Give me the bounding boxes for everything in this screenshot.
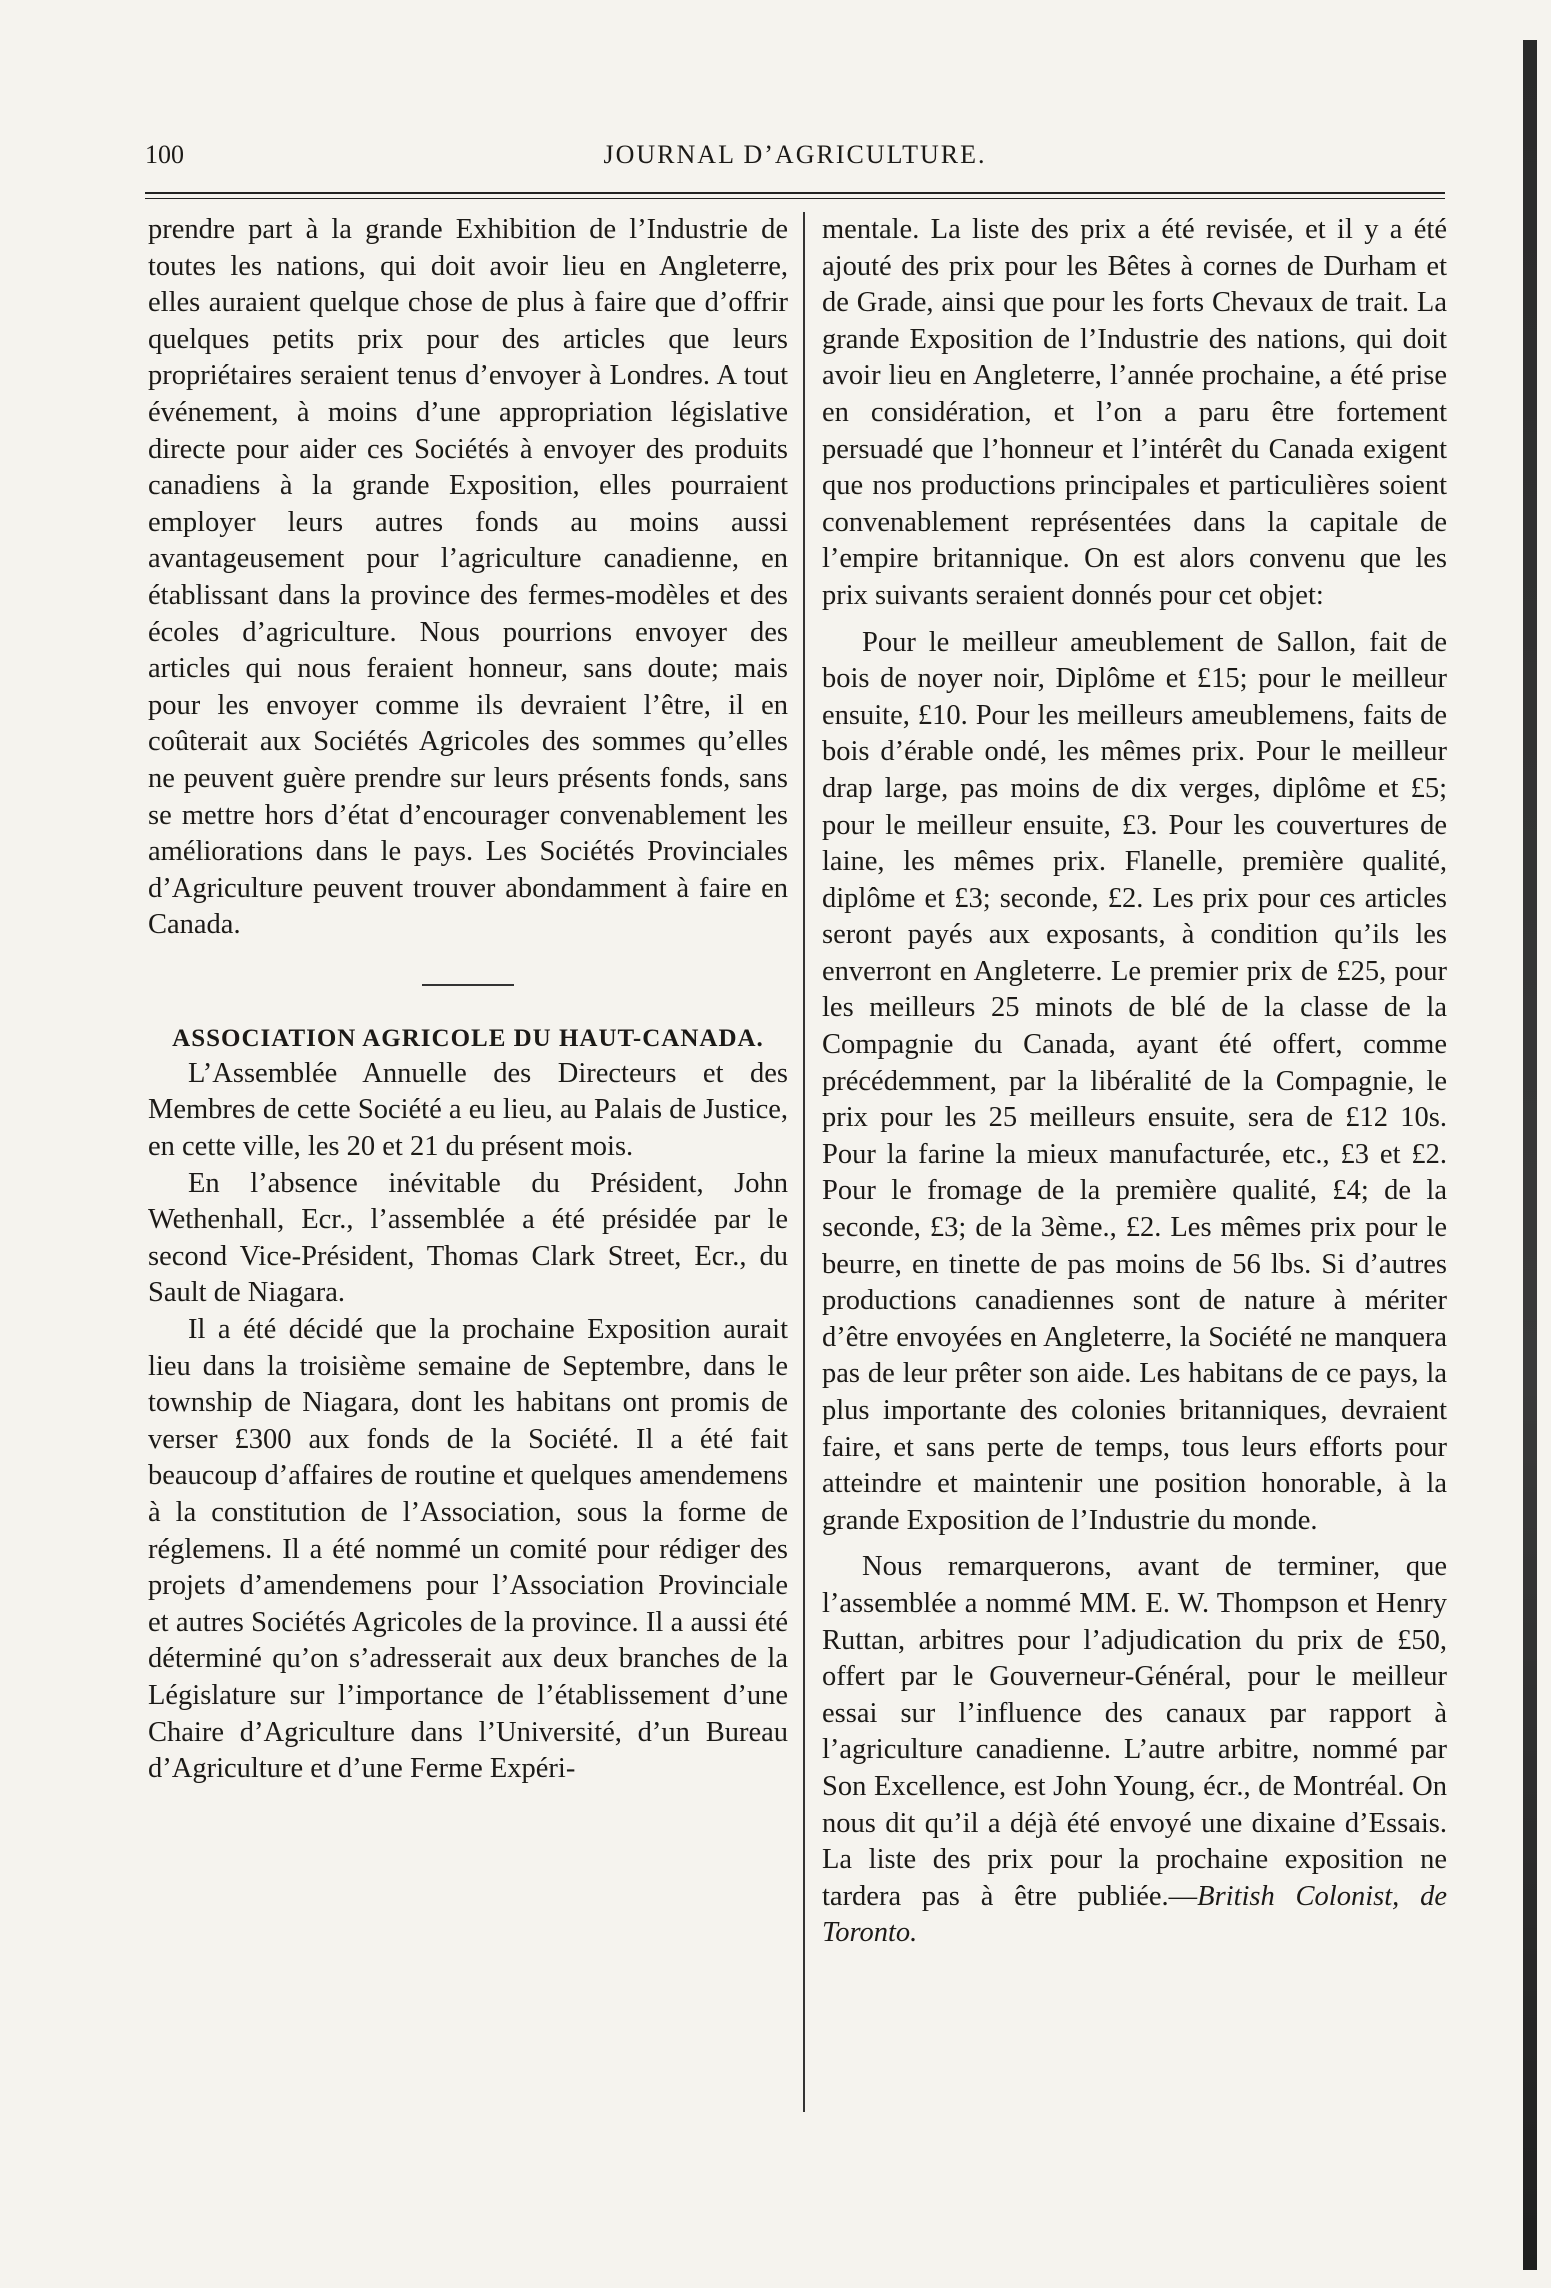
left-paragraph-4: Il a été décidé que la prochaine Exposition aurait lieu dans la troisième semaine de Septembre, dans le township de Niagara, dont les habitans ont promis de verser £300 aux fonds de la Société. Il a été fait beaucoup d’affaires de routine et quelques amendemens à la constitution de l’Association, sous la forme de réglemens. Il a été nommé un comité pour rédiger des projets d’amendemens pour l’Association Provinciale et autres Sociétés Agricoles de la province. Il a aussi été déterminé qu’on s’adresserait aux deux branches de la Législature sur l’importance de l’établissement d’une Chaire d’Agriculture dans l’Université, d’un Bureau d’Agriculture et d’une Ferme Expéri- xyxy=(148,1314,788,1785)
page-header xyxy=(145,140,1445,184)
column-divider xyxy=(803,212,805,2112)
right-column xyxy=(822,212,1447,1952)
running-title: JOURNAL D’AGRICULTURE. xyxy=(603,140,987,169)
section-heading: ASSOCIATION AGRICOLE DU HAUT-CANADA. xyxy=(172,1024,764,1052)
right-paragraph-1: mentale. La liste des prix a été revisée, et il y a été ajouté des prix pour les Bêtes à cornes de Durham et de Grade, ainsi que pour les forts Chevaux de trait. La grande Exposition de l’Industrie des nations, qui doit avoir lieu en Angleterre, l’année prochaine, a été prise en considération, et l’on a paru être fortement persuadé que l’honneur et l’intérêt du Canada exigent que nos productions principales et particulières soient convenablement représentées dans la capitale de l’empire britannique. On est alors convenu que les prix suivants seraient donnés pour cet objet: xyxy=(822,214,1447,611)
left-paragraph-1: prendre part à la grande Exhibition de l’Industrie de toutes les nations, qui doit avoir lieu en Angleterre, elles auraient quelque chose de plus à faire que d’offrir quelques petits prix pour des articles que leurs propriétaires seraient tenus d’envoyer à Londres. A tout événement, à moins d’une appropriation législative directe pour aider ces Sociétés à envoyer des produits canadiens à la grande Exposition, elles pourraient employer leurs autres fonds au moins aussi avantageusement pour l’agriculture canadienne, en établissant dans la province des fermes-modèles et des écoles d’agriculture. Nous pourrions envoyer des articles qui nous feraient honneur, sans doute; mais pour les envoyer comme ils devraient l’être, il en coûterait aux Sociétés Agricoles des sommes qu’elles ne peuvent guère prendre sur leurs présents fonds, sans se mettre hors d’état d’encourager convenablement les améliorations dans le pays. Les Sociétés Provinciales d’Agriculture peuvent trouver abondamment à faire en Canada. xyxy=(148,214,788,941)
right-paragraph-2: Pour le meilleur ameublement de Sallon, fait de bois de noyer noir, Diplôme et £15; pour le meilleur ensuite, £10. Pour les meilleurs ameublemens, faits de bois d’érable ondé, les mêmes prix. Pour le meilleur drap large, pas moins de dix verges, diplôme et £5; pour le meilleur ensuite, £3. Pour les couvertures de laine, les mêmes prix. Flanelle, première qualité, diplôme et £3; seconde, £2. Les prix pour ces articles seront payés aux exposants, à condition qu’ils les enverront en Angleterre. Le premier prix de £25, pour les meilleurs 25 minots de blé de la classe de la Compagnie du Canada, ayant été offert, comme précédemment, par la libéralité de la Compagnie, le prix pour les 25 meilleurs ensuite, sera de £12 10s. Pour la farine la mieux manufacturée, etc., £3 et £2. Pour le fromage de la première qualité, £4; de la seconde, £3; de la 3ème., £2. Les mêmes prix pour le beurre, en tinette de pas moins de 56 lbs. Si d’autres productions canadiennes sont de nature à mériter d’être envoyées en Angleterre, la Société ne manquera pas de leur prêter son aide. Les habitans de ce pays, la plus importante des colonies britanniques, devraient faire, et sans perte de temps, tous leurs efforts pour atteindre et maintenir une position honorable, à la grande Exposition de l’Industrie du monde. xyxy=(822,626,1447,1536)
left-column xyxy=(148,212,788,1788)
right-paragraph-3-text: Nous remarquerons, avant de terminer, que l’assemblée a nommé MM. E. W. Thompson et Henry Ruttan, arbitres pour l’adjudication du prix de £50, offert par le Gouverneur-Général, pour le meilleur essai sur l’influence des canaux par rapport à l’agriculture canadienne. L’autre arbitre, nommé par Son Excellence, est John Young, écr., de Montréal. On nous dit qu’il a déjà été envoyé une dixaine d’Essais. La liste des prix pour la prochaine exposition ne tardera pas à être publiée.— xyxy=(822,1551,1447,1912)
header-rule-thin xyxy=(145,198,1445,199)
left-paragraph-2: L’Assemblée Annuelle des Directeurs et des Membres de cette Société a eu lieu, au Palais de Justice, en cette ville, les 20 et 21 du présent mois. xyxy=(148,1057,788,1163)
section-separator xyxy=(422,984,514,986)
page-number: 100 xyxy=(145,140,184,169)
source-attribution: British Colonist, de Toronto. xyxy=(822,1880,1447,1949)
header-rule-thick xyxy=(145,192,1445,194)
binding-edge xyxy=(1523,40,1537,2270)
left-paragraph-3: En l’absence inévitable du Président, John Wethenhall, Ecr., l’assemblée a été présidée par le second Vice-Président, Thomas Clark Street, Ecr., du Sault de Niagara. xyxy=(148,1167,788,1309)
right-paragraph-3 xyxy=(822,1549,1447,1952)
